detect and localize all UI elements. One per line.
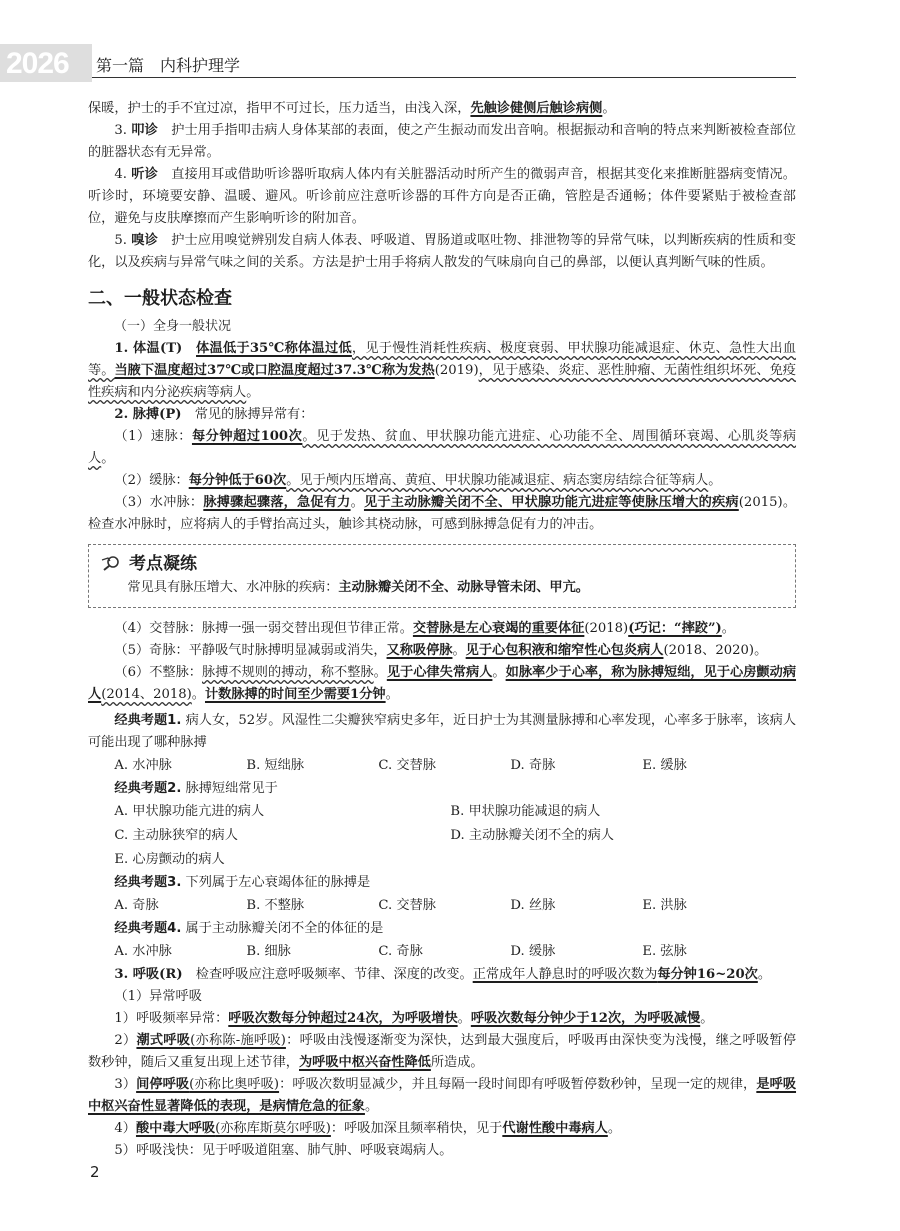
text: 。 [457, 1011, 471, 1026]
key-points-body [101, 577, 783, 599]
question-3-options [114, 894, 796, 918]
label: 1）呼吸频率异常： [114, 1011, 229, 1026]
key-point: 如脉率少于心率，称为脉搏短绌，见于心房颤动病人 [88, 665, 797, 702]
year-ref: (2018) [584, 621, 629, 636]
text: 。 [700, 1011, 714, 1026]
option: E. 缓脉 [642, 758, 687, 773]
key-point: 先触诊健侧后触诊病侧 [470, 101, 603, 116]
text: 保暖，护士的手不宜过凉，指甲不可过长，压力适当，由浅入深， [88, 101, 471, 116]
cheyne-stokes [88, 1030, 796, 1074]
paragraph-intro [88, 98, 796, 120]
text: 。 [452, 643, 466, 658]
key-point: 见于心律失常病人 [386, 665, 493, 680]
option: B. 不整脉 [246, 898, 305, 913]
text: 。 [607, 1121, 622, 1136]
question-1-options [114, 754, 796, 778]
magnifier-hand-icon [101, 553, 123, 569]
text: 直接用耳或借助听诊器听取病人体内有关脏器活动时所产生的微弱声音，根据其变化来推断脏器病变情况。听诊时，环境要安静、温暖、避风。听诊前应注意听诊器的耳件方向是否正确，管腔是否通畅；体件要紧贴于被检查部位，避免与皮肤摩擦而产生影响听诊的附加音。 [88, 167, 796, 226]
paragraph-auscultation [88, 164, 796, 230]
term: 1. 体温(T) [114, 341, 183, 356]
key-point: 又称吸停脉 [386, 643, 453, 658]
option: E. 弦脉 [642, 944, 687, 959]
text: 。 [350, 495, 364, 510]
text: 所造成。 [430, 1055, 484, 1070]
option: E. 洪脉 [642, 898, 687, 913]
term: 3. 呼吸(R) [114, 967, 183, 982]
question-tag: 经典考题1. [114, 713, 182, 728]
underlined-text: 正常成年人静息时的呼吸次数为 [472, 967, 658, 982]
kussmaul-breathing [88, 1118, 796, 1140]
option: D. 丝脉 [510, 898, 556, 913]
page-header [0, 44, 900, 86]
text: 。 [492, 665, 506, 680]
key-point: 交替脉是左心衰竭的重要体征 [412, 621, 585, 636]
key-point: 为呼吸中枢兴奋性降低 [299, 1055, 431, 1070]
label: （3）水冲脉： [114, 495, 204, 510]
question-2-options [114, 800, 796, 872]
question-tag: 经典考题3. [114, 875, 182, 890]
alias: (亦称陈-施呼吸) [190, 1033, 286, 1048]
alias: (亦称库斯莫尔呼吸) [215, 1121, 331, 1136]
wavy-text: ，见于慢性消耗性疾病、极度衰弱、甲状腺功能减退症、休克、急性大出血等。 [88, 341, 797, 378]
question-text: 脉搏短绌常见于 [185, 781, 278, 796]
option: D. 主动脉瓣关闭不全的病人 [450, 828, 614, 843]
option: A. 水冲脉 [114, 944, 172, 959]
key-point: 脉搏骤起骤落，急促有力 [203, 495, 351, 510]
question-text: 属于主动脉瓣关闭不全的体征的是 [185, 921, 384, 936]
pulse-fast [88, 426, 796, 470]
text: 脉搏一强一弱交替出现但节律正常。 [201, 621, 413, 636]
key-point: 体温低于35℃称体温过低 [196, 341, 352, 356]
option: B. 细脉 [246, 944, 291, 959]
text: ：呼吸由浅慢逐渐变为深快，达到最大强度后，呼吸再由深快变为浅慢，继之呼吸暂停数秒钟，随后又重复出现上述节律， [88, 1033, 797, 1070]
item-number: 2） [114, 1033, 137, 1048]
option: B. 甲状腺功能减退的病人 [450, 804, 601, 819]
term: 听诊 [131, 167, 158, 182]
option: A. 水冲脉 [114, 758, 172, 773]
pulse-irregular [88, 662, 796, 706]
page-content [88, 98, 796, 1162]
paragraph-pulse [88, 404, 796, 426]
text: 。 [721, 621, 735, 636]
mnemonic: (巧记：“摔跤”) [628, 621, 722, 636]
option: B. 短绌脉 [246, 758, 305, 773]
key-points-title [101, 551, 783, 577]
item-number: 3. [114, 123, 127, 138]
text: ：呼吸加深且频率稍快，见于 [330, 1121, 503, 1136]
option: D. 缓脉 [510, 944, 556, 959]
text: 常见具有脉压增大、水冲脉的疾病： [127, 580, 339, 595]
label: （2）缓脉： [114, 473, 189, 488]
key-point: 每分钟超过100次 [191, 429, 303, 444]
paragraph-percussion [88, 120, 796, 164]
pulse-water-hammer [88, 492, 796, 536]
key-point: 见于心包积液和缩窄性心包炎病人 [465, 643, 664, 658]
label: （4）交替脉： [114, 621, 202, 636]
page-number: 2 [90, 1163, 100, 1181]
wavy-text: 脉搏不规则的搏动，称不整脉 [202, 665, 374, 680]
term: 2. 脉搏(P) [114, 407, 182, 422]
paragraph-temperature [88, 338, 796, 404]
question-tag: 经典考题4. [114, 921, 182, 936]
key-point: 是呼吸中枢兴奋性显著降低的表现，是病情危急的征象 [88, 1077, 797, 1114]
breathing-rate [88, 1008, 796, 1030]
pulse-slow [88, 470, 796, 492]
abnormal-breathing-title: （1）异常呼吸 [114, 989, 202, 1004]
text: 。 [364, 1099, 379, 1114]
label: （1）速脉： [114, 429, 192, 444]
key-points-label: 考点凝练 [129, 554, 197, 574]
option: D. 奇脉 [510, 758, 556, 773]
wavy-text: ，见于感染、炎症、恶性肿瘤、无菌性组织坏死、免疫性疾病和内分泌疾病等病人 [88, 363, 796, 400]
label: （6）不整脉： [114, 665, 202, 680]
item-number: 4） [114, 1121, 136, 1136]
question-4-options [114, 940, 796, 964]
year-tab [0, 44, 92, 82]
option: A. 甲状腺功能亢进的病人 [114, 804, 265, 819]
paragraph-respiration [88, 964, 796, 986]
key-point: 酸中毒大呼吸 [135, 1121, 216, 1136]
option: C. 奇脉 [378, 944, 423, 959]
key-point: 间停呼吸 [136, 1077, 190, 1092]
key-point: 每分钟16~20次 [657, 967, 758, 982]
text: 。 [373, 665, 387, 680]
section-title: 二、一般状态检查 [88, 288, 232, 309]
text: 。 [246, 385, 260, 400]
key-point: 每分钟低于60次 [188, 473, 287, 488]
text: 护士应用嗅觉辨别发自病人体表、呼吸道、胃肠道或呕吐物、排泄物等的异常气味，以判断疾病的性质和变化，以及疾病与异常气味之间的关系。方法是护士用手将病人散发的气味扇向自己的鼻部，以便认真判断气味的性质。 [88, 233, 796, 270]
header-rule [92, 77, 796, 78]
option: C. 交替脉 [378, 898, 436, 913]
option: A. 奇脉 [114, 898, 159, 913]
text: 。 [101, 451, 115, 466]
chapter-title: 第一篇 内科护理学 [96, 56, 241, 75]
text: 。 [191, 687, 205, 702]
term: 嗅诊 [131, 233, 158, 248]
item-number: 4. [114, 167, 127, 182]
label: （5）奇脉： [114, 643, 189, 658]
text: 。 [708, 473, 722, 488]
year-ref: (2014、2018) [101, 687, 192, 702]
text: ：呼吸次数明显减少，并且每隔一段时间即有呼吸暂停数秒钟，呈现一定的规律， [279, 1077, 757, 1092]
key-point: 见于主动脉瓣关闭不全、甲状腺功能亢进症等使脉压增大的疾病 [363, 495, 739, 510]
option: C. 主动脉狭窄的病人 [114, 828, 238, 843]
question-2 [88, 778, 796, 800]
year-ref: (2019) [434, 363, 479, 378]
question-1 [88, 710, 796, 754]
shallow-rapid-breathing: 5）呼吸浅快：见于呼吸道阻塞、肺气肿、呼吸衰竭病人。 [114, 1143, 453, 1158]
question-text: 病人女，52岁。风湿性二尖瓣狭窄病史多年，近日护士为其测量脉搏和心率发现，心率多于脉率，该病人可能出现了哪种脉搏 [88, 713, 797, 750]
key-point: 呼吸次数每分钟少于12次，为呼吸减慢 [470, 1011, 701, 1026]
key-point: 潮式呼吸 [136, 1033, 191, 1048]
paragraph-smell [88, 230, 796, 274]
question-3 [88, 872, 796, 894]
subsection-title: （一）全身一般状况 [114, 319, 232, 334]
option: E. 心房颤动的病人 [114, 852, 225, 867]
key-points-box [88, 544, 796, 608]
text: 。 [757, 967, 772, 982]
key-point: 当腋下温度超过37℃或口腔温度超过37.3℃称为发热 [114, 363, 435, 378]
term: 叩诊 [131, 123, 158, 138]
option: C. 交替脉 [378, 758, 436, 773]
key-point: 主动脉瓣关闭不全、动脉导管未闭、甲亢。 [338, 580, 589, 595]
text: 常见的脉搏异常有： [194, 407, 314, 422]
text: 护士用手指叩击病人身体某部的表面，使之产生振动而发出音响。根据振动和音响的特点来判断被检查部位的脏器状态有无异常。 [88, 123, 796, 160]
key-point: 计数脉搏的时间至少需要1分钟 [204, 687, 386, 702]
question-4 [88, 918, 796, 940]
text: (2015)。检查水冲脉时，应将病人的手臂抬高过头，触诊其桡动脉，可感到脉搏急促有力的冲击。 [88, 495, 797, 532]
year-ref: (2018、2020)。 [663, 643, 768, 658]
pulse-paradoxus [88, 640, 796, 662]
pulse-alternans [88, 618, 796, 640]
item-number: 3） [114, 1077, 137, 1092]
text: 。 [385, 687, 399, 702]
text: 检查呼吸应注意呼吸频率、节律、深度的改变。 [195, 967, 473, 982]
biot-breathing [88, 1074, 796, 1118]
wavy-text: 。见于发热、贫血、甲状腺功能亢进症、心功能不全、周围循环衰竭、心肌炎等病人 [88, 429, 797, 466]
alias: (亦称比奥呼吸) [189, 1077, 280, 1092]
question-text: 下列属于左心衰竭体征的脉搏是 [185, 875, 371, 890]
text: 。 [602, 101, 616, 116]
question-tag: 经典考题2. [114, 781, 182, 796]
key-point: 代谢性酸中毒病人 [502, 1121, 608, 1136]
edition-year: 2026 [6, 47, 69, 80]
text: 平静吸气时脉搏明显减弱或消失， [188, 643, 387, 658]
item-number: 5. [114, 233, 127, 248]
key-point: 呼吸次数每分钟超过24次，为呼吸增快 [228, 1011, 458, 1026]
wavy-text: 。见于颅内压增高、黄疸、甲状腺功能减退症、病态窦房结综合征等病人 [286, 473, 709, 488]
